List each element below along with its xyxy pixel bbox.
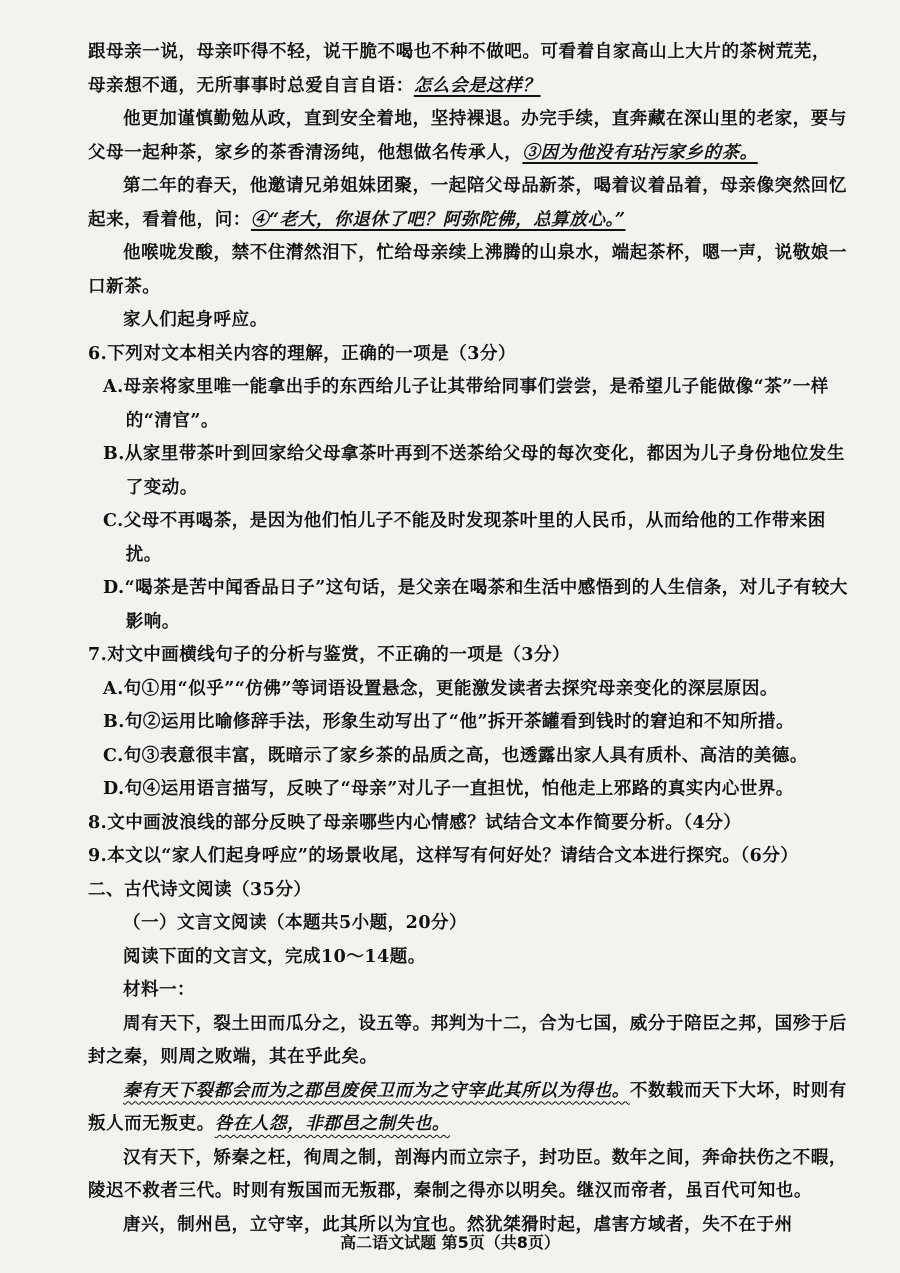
- paragraph-text: 不数载而天下大坏，时则有叛人而无叛吏。: [88, 1080, 848, 1134]
- page-footer: 高二语文试题 第5页（共8页）: [340, 1233, 560, 1252]
- question-9: 9.本文以“家人们起身呼应”的场景收尾，这样写有何好处？请结合文本进行探究。（6分）: [88, 846, 799, 866]
- story-paragraph-5: 家人们起身呼应。: [123, 310, 268, 330]
- question-6-option-b: B.从家里带茶叶到回家给父母拿茶叶再到不送茶给父母的每次变化，都因为儿子身份地位发生了变动。: [103, 444, 845, 498]
- subsection-1-title: （一）文言文阅读（本题共5小题，20分）: [123, 913, 468, 933]
- question-6-option-a: A.母亲将家里唯一能拿出手的东西给儿子让其带给同事们尝尝，是希望儿子能做像“茶”一样的“清官”。: [103, 377, 829, 431]
- question-6-option-d: D.“喝茶是苦中闻香品日子”这句话，是父亲在喝茶和生活中感悟到的人生信条，对儿子有较大影响。: [103, 578, 848, 632]
- paragraph-text: 跟母亲一说，母亲吓得不轻，说干脆不喝也不种不做吧。可看着自家高山上大片的茶树荒芜，母亲想不通，无所事事时总爱自言自语：: [88, 42, 831, 96]
- classical-paragraph-4: 唐兴，制州邑，立守宰，此其所以为宜也。然犹桀猾时起，虐害方域者，失不在于州: [123, 1214, 793, 1235]
- question-7-stem: 7.对文中画横线句子的分析与鉴赏，不正确的一项是（3分）: [88, 645, 570, 665]
- story-paragraph-4: 他喉咙发酸，禁不住潸然泪下，忙给母亲续上沸腾的山泉水，端起茶杯，嗯一声，说敬娘一口新茶。: [88, 243, 847, 297]
- story-paragraph-2: [88, 103, 848, 170]
- wavy-underlined-sentence: 秦有天下裂都会而为之郡邑废侯卫而为之守宰此其所以为得也。: [123, 1080, 630, 1101]
- question-6-option-c: C.父母不再喝茶，是因为他们怕儿子不能及时发现茶叶里的人民币，从而给他的工作带来困扰。: [103, 511, 826, 565]
- section-2-title: 二、古代诗文阅读（35分）: [88, 879, 312, 900]
- story-paragraph-3: [88, 170, 848, 237]
- paragraph-text: 他更加谨慎勤勉从政，直到安全着地，坚持裸退。办完手续，直奔藏在深山里的老家，要与父母一起种茶，家乡的茶香清汤纯，他想做名传承人，: [88, 109, 847, 163]
- question-7-option-d: D.句④运用语言描写，反映了“母亲”对儿子一直担忧，怕他走上邪路的真实内心世界。: [103, 779, 794, 799]
- story-paragraph-1: [88, 36, 848, 103]
- question-6-stem: 6.下列对文本相关内容的理解，正确的一项是（3分）: [88, 343, 516, 364]
- underlined-sentence-4: ④“老大，你退休了吧？阿弥陀佛，总算放心。”: [250, 209, 626, 230]
- underlined-sentence-3: ③因为他没有玷污家乡的茶。: [522, 142, 758, 163]
- question-8: 8.文中画波浪线的部分反映了母亲哪些内心情感？试结合文本作简要分析。（4分）: [88, 812, 742, 833]
- paragraph-text: 第二年的春天，他邀请兄弟姐妹团聚，一起陪父母品新茶，喝着议着品着，母亲像突然回忆起来，看着他，问：: [88, 176, 847, 230]
- question-7-option-b: B.句②运用比喻修辞手法，形象生动写出了“他”拆开茶罐看到钱时的窘迫和不知所措。: [103, 712, 795, 732]
- reading-instruction: 阅读下面的文言文，完成10～14题。: [123, 946, 426, 967]
- classical-paragraph-2: [88, 1075, 848, 1142]
- question-7-option-c: C.句③表意很丰富，既暗示了家乡茶的品质之高，也透露出家人具有质朴、高洁的美德。: [103, 745, 808, 766]
- material-1-label: 材料一：: [123, 980, 195, 1000]
- classical-paragraph-1: 周有天下，裂土田而瓜分之，设五等。邦判为十二，合为七国，威分于陪臣之邦，国殄于后封之秦，则周之败端，其在乎此矣。: [88, 1013, 847, 1067]
- classical-paragraph-3: 汉有天下，矫秦之枉，徇周之制，剖海内而立宗子，封功臣。数年之间，奔命扶伤之不暇，陵迟不救者三代。时则有叛国而无叛郡，秦制之得亦以明矣。继汉而帝者，虽百代可知也。: [88, 1147, 847, 1201]
- page-content: [88, 36, 848, 1242]
- wavy-marked-sentence: 怎么会是这样？: [413, 75, 541, 96]
- question-7-option-a: A.句①用“似乎”“仿佛”等词语设置悬念，更能激发读者去探究母亲变化的深层原因。: [103, 678, 778, 699]
- wavy-underlined-sentence: 咎在人怨，非郡邑之制失也。: [214, 1114, 451, 1134]
